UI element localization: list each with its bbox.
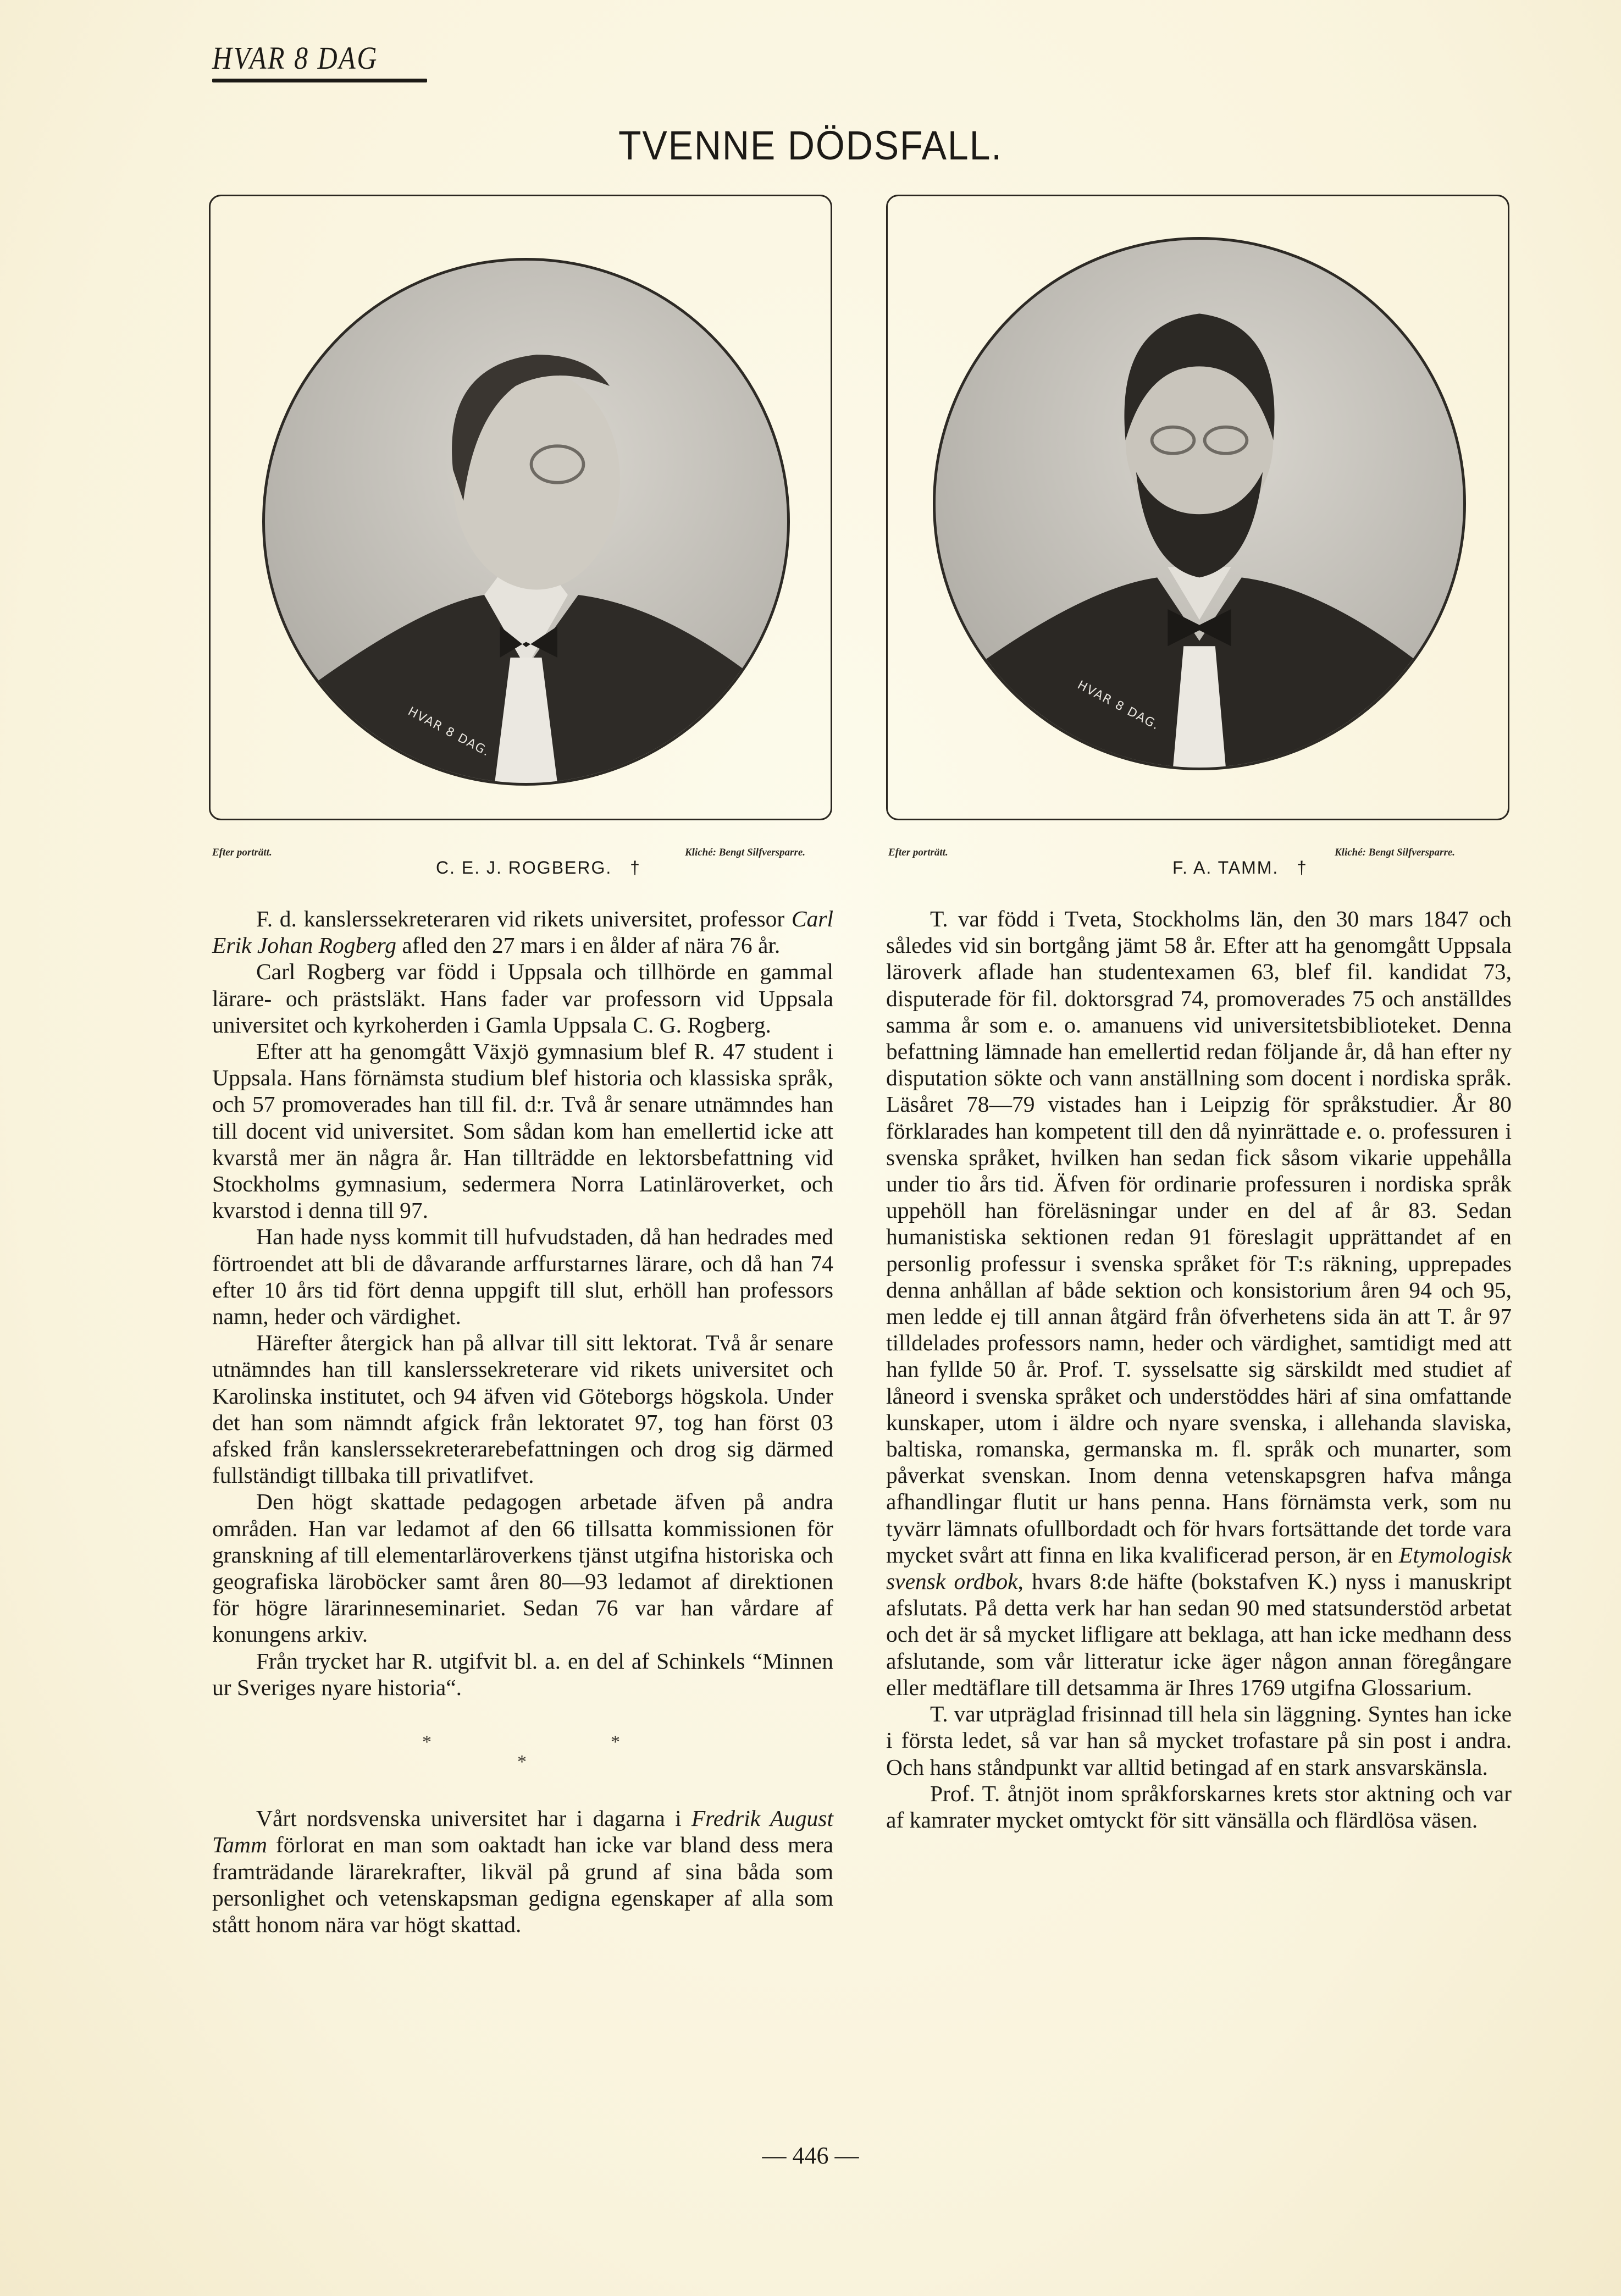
death-cross-icon: †: [1297, 858, 1308, 877]
portrait-stamp: HVAR 8 DAG.: [405, 704, 493, 760]
paragraph: Han hade nyss kommit till hufvudstaden, då han hedrades med förtroendet att bli de dåvarande arffurstarnes lärare, och då han 74 efter 10 års tid fört denna uppgift till slut, erhöll han professors namn, heder och värdighet.: [212, 1224, 833, 1329]
portrait-silhouette-icon: [936, 240, 1463, 768]
portrait-stamp: HVAR 8 DAG.: [1075, 678, 1162, 733]
portrait-image-rogberg: [262, 258, 790, 786]
left-column-text: [212, 906, 833, 1938]
photo-credit-cliche: Kliché: Bengt Silfversparre.: [1335, 847, 1456, 858]
person-name: Fredrik August Tamm: [212, 1806, 833, 1858]
right-column-text: [886, 906, 1512, 1833]
section-separator: [212, 1701, 833, 1805]
portrait-frame-tamm: [886, 195, 1509, 820]
portrait-image-tamm: [933, 237, 1466, 770]
photo-credit-source: Efter porträtt.: [888, 847, 948, 858]
asterisk-icon: *: [611, 1732, 620, 1753]
photo-credit-cliche: Kliché: Bengt Silfversparre.: [685, 847, 806, 858]
photo-credit-source: Efter porträtt.: [212, 847, 272, 858]
paragraph: Härefter återgick han på allvar till sitt lektorat. Två år senare utnämndes han till kanslerssekreterare vid rikets universitet och Karolinska institutet, och 94 äfven vid Göteborgs högskola. Under det han som nämndt afgick från lektoratet 97, tog han först 03 afsked från kanslerssekreterarebefattningen och drog sig därmed fullständigt tillbaka till privatlifvet.: [212, 1330, 833, 1488]
paragraph: F. d. kanslerssekreteraren vid rikets universitet, professor Carl Erik Johan Rogberg afled den 27 mars i en ålder af nära 76 år.: [212, 906, 833, 958]
book-title: Etymologisk svensk ordbok: [886, 1542, 1512, 1594]
asterisk-icon: *: [422, 1732, 431, 1753]
caption-tamm: [1172, 858, 1308, 878]
person-name: Carl Erik Johan Rogberg: [212, 906, 833, 958]
paragraph: Vårt nordsvenska universitet har i dagarna i Fredrik August Tamm förlorat en man som oaktadt han icke var bland dess mera framträdande lärarekrafter, likväl på grund af sina båda som personlighet och vetenskapsman gedigna egenskaper af alla som stått honom nära var högt skattad.: [212, 1806, 833, 1937]
article-title: TVENNE DÖDSFALL.: [618, 123, 1003, 168]
paragraph: Carl Rogberg var född i Uppsala och tillhörde en gammal lärare- och prästsläkt. Hans fader var professorn vid Uppsala universitet och kyrkoherden i Gamla Uppsala C. G. Rogberg.: [212, 959, 833, 1037]
caption-name: C. E. J. ROGBERG.: [436, 858, 612, 877]
running-head: HVAR 8 DAG: [212, 40, 378, 76]
page-number: — 446 —: [762, 2142, 859, 2169]
portrait-frame-rogberg: [209, 195, 832, 820]
death-cross-icon: †: [630, 858, 641, 877]
caption-rogberg: [436, 858, 641, 878]
running-head-rule: [212, 79, 427, 82]
caption-name: F. A. TAMM.: [1172, 858, 1279, 877]
paragraph: Efter att ha genomgått Växjö gymnasium blef R. 47 student i Uppsala. Hans förnämsta studium blef historia och klassiska språk, och 57 promoverades han till fil. d:r. Två år senare utnämndes han till docent vid universitet. Som sådan kom han emellertid icke att kvarstå mer än några år. Han tillträdde en lektorsbefattning vid Stockholms gymnasium, sedermera Norra Latinläroverket, och kvarstod i denna till 97.: [212, 1039, 833, 1223]
paragraph: T. var utpräglad frisinnad till hela sin läggning. Syntes han icke i första ledet, så var han så mycket trofastare på sin post i andra. Och hans ståndpunkt var alltid betingad af en stark ansvarskänsla.: [886, 1701, 1512, 1780]
paragraph: T. var född i Tveta, Stockholms län, den 30 mars 1847 och således vid sin bortgång jämt 58 år. Efter att ha genomgått Uppsala läroverk aflade han studentexamen 63, blef fil. kandidat 73, disputerade för fil. doktorsgrad 74, promoverades 75 och anställdes samma år som e. o. amanuens vid universitetsbiblioteket. Denna befattning lämnade han emellertid redan följande år, då han efter ny disputation sökte och vann anställning som docent i nordiska språk. Läsåret 78—79 vistades han i Leipzig för språkstudier. År 80 förklarades han kompetent till den då nyinrättade e. o. professuren i svenska språket, hvilken han sedan fick såsom vikarie uppehålla under tio års tid. Äfven för ordinarie professuren i nordiska språk uppehöll han föreläsningar under en del af år 83. Sedan humanistiska sektionen redan 91 föreslagit upprättandet af en personlig professur i svenska språket för T:s räkning, upprepades denna anhållan af både sektion och konsistorium åren 94 och 95, men ledde ej till annan åtgärd från öfverhetens sida än att T. år 97 tilldelades professors namn, heder och värdighet, samtidigt med att han fyllde 50 år. Prof. T. sysselsatte sig särskildt med studiet af låneord i svenska språket och understöddes häri af sina omfattande kunskaper, utom i äldre och nyare svenska, i allehanda slaviska, baltiska, romanska, germanska m. fl. språk och munarter, som påverkat svenskan. Inom denna vetenskapsgren hafva många afhandlingar flutit ur hans penna. Hans förnämsta verk, som nu tyvärr lämnats ofullbordadt och för hvars fortsättande det torde vara mycket svårt att finna en lika kvalificerad person, är en Etymologisk svensk ordbok, hvars 8:de häfte (bokstafven K.) nyss i manuskript afslutats. På detta verk har han sedan 90 med statsunderstöd arbetat och det är så mycket lifligare att beklaga, att han icke medhann dess afslutande, som vår litteratur icke äger någon annan föregångare eller medtäflare till detsamma är Ihres 1769 utgifna Glossarium.: [886, 906, 1512, 1700]
paragraph: Den högt skattade pedagogen arbetade äfven på andra områden. Han var ledamot af den 66 tillsatta kommissionen för granskning af till elementarläroverkens tjänst utgifna historiska och geografiska läroböcker samt åren 80—93 ledamot af direktionen för högre lärarinneseminariet. Sedan 76 var han vårdare af konungens arkiv.: [212, 1489, 833, 1647]
paragraph: Från trycket har R. utgifvit bl. a. en del af Schinkels “Minnen ur Sveriges nyare historia“.: [212, 1648, 833, 1700]
portrait-silhouette-icon: [265, 261, 787, 783]
asterisk-icon: *: [517, 1752, 527, 1773]
paragraph: Prof. T. åtnjöt inom språkforskarnes krets stor aktning och var af kamrater mycket omtyckt för sitt vänsälla och flärdlösa väsen.: [886, 1780, 1512, 1833]
